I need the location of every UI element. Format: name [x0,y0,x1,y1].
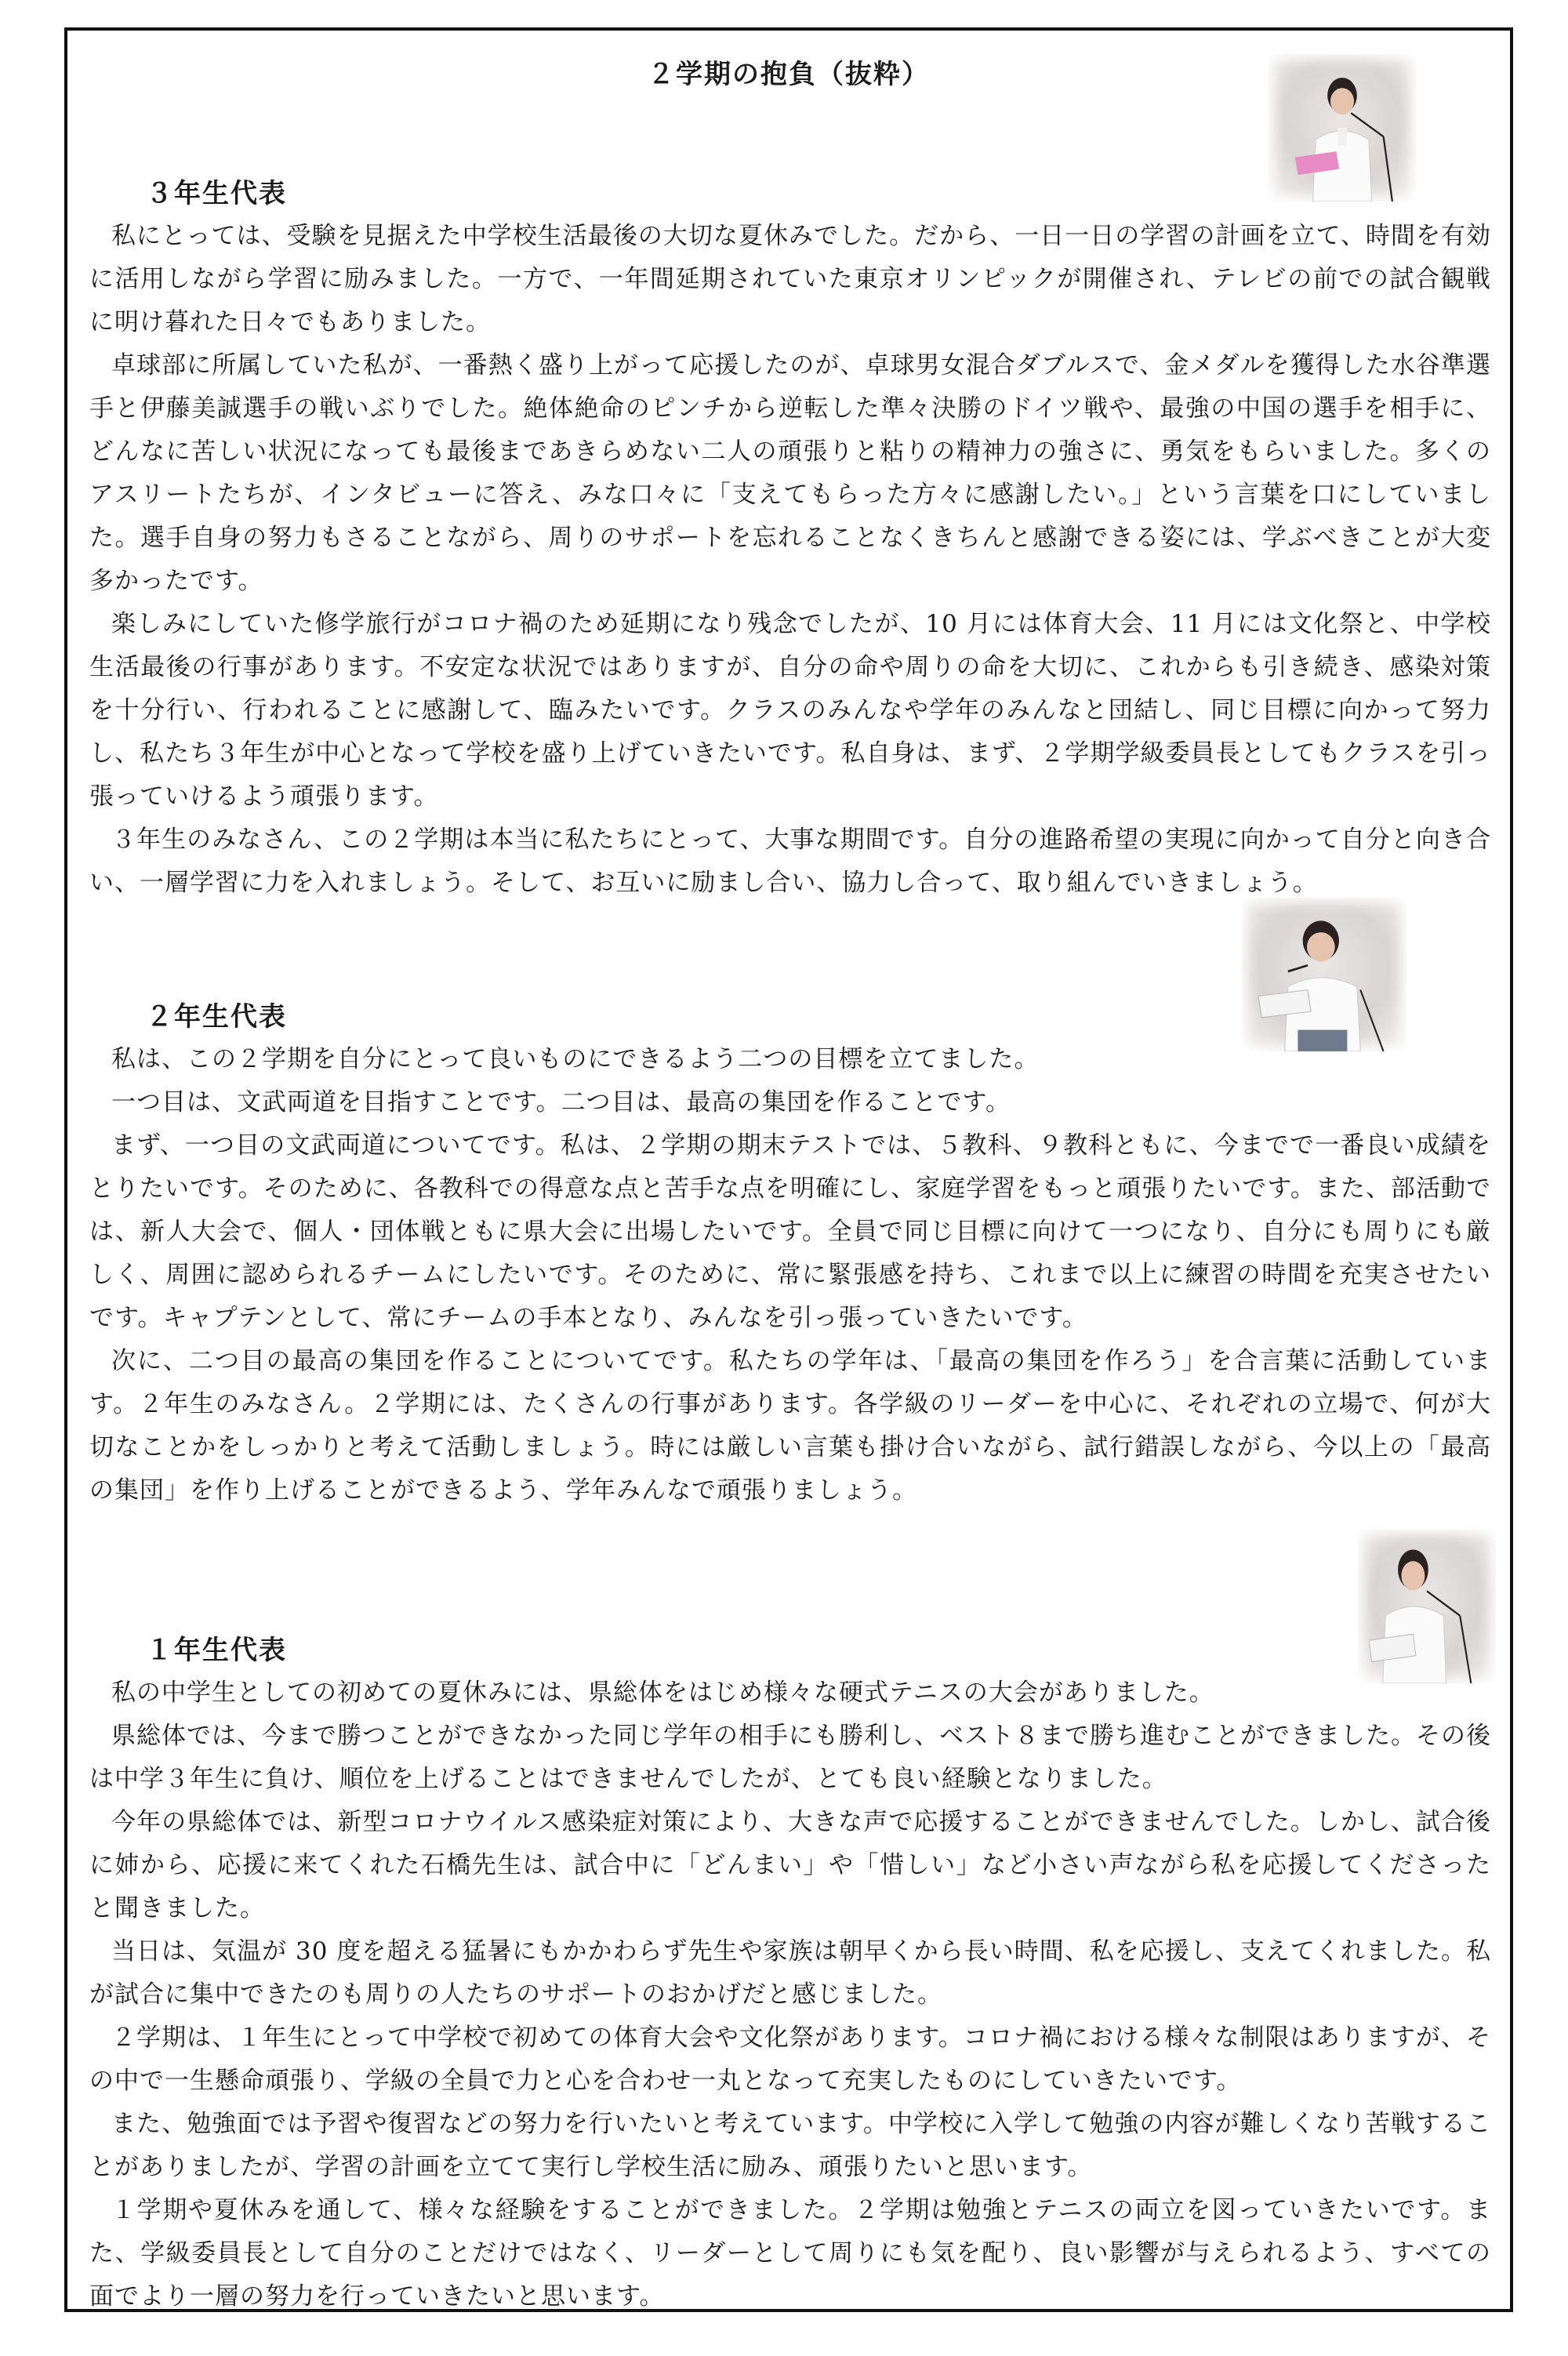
paragraph: 卓球部に所属していた私が、一番熱く盛り上がって応援したのが、卓球男女混合ダブルスで、金メダルを獲得した水谷準選手と伊藤美誠選手の戦いぶりでした。絶体絶命のピンチから逆転した準々決勝のドイツ戦や、最強の中国の選手を相手に、どんなに苦しい状況になっても最後まであきらめない二人の頑張りと粘りの精神力の強さに、勇気をもらいました。多くのアスリートたちが、インタビューに答え、みな口々に「支えてもらった方々に感謝したい。」という言葉を口にしていました。選手自身の努力もさることながら、周りのサポートを忘れることなくきちんと感謝できる姿には、学ぶべきことが大変多かったです。 [89,351,1491,595]
paragraph: 楽しみにしていた修学旅行がコロナ禍のため延期になり残念でしたが、10 月には体育大会、11 月には文化祭と、中学校生活最後の行事があります。不安定な状況ではありますが、自分の命や周りの命を大切に、これからも引き続き、感染対策を十分行い、行われることに感謝して、臨みたいです。クラスのみんなや学年のみんなと団結し、同じ目標に向かって努力し、私たち３年生が中心となって学校を盛り上げていきたいです。私自身は、まず、２学期学級委員長としてもクラスを引っ張っていけるよう頑張ります。 [89,610,1491,811]
paragraph: 次に、二つ目の最高の集団を作ることについてです。私たちの学年は、「最高の集団を作ろう」を合言葉に活動しています。２年生のみなさん。２学期には、たくさんの行事があります。各学級のリーダーを中心に、それぞれの立場で、何が大切なことかをしっかりと考えて活動しましょう。時には厳しい言葉も掛け合いながら、試行錯誤しながら、今以上の「最高の集団」を作り上げることができるよう、学年みんなで頑張りましょう。 [89,1347,1491,1505]
document-frame [64,27,1513,2312]
section-heading: ２年生代表 [146,1001,287,1033]
paragraph: 県総体では、今まで勝つことができなかった同じ学年の相手にも勝利し、ベスト８まで勝ち進むことができました。その後は中学３年生に負け、順位を上げることはできませんでしたが、とても良い経験となりました。 [89,1722,1491,1793]
section-3rd-year [89,172,1491,905]
paragraph: １学期や夏休みを通して、様々な経験をすることができました。２学期は勉強とテニスの両立を図っていきたいです。また、学級委員長として自分のことだけではなく、リーダーとして周りにも気を配り、良い影響が与えられるよう、すべての面でより一層の努力を行っていきたいと思います。 [89,2196,1491,2311]
paragraph: ２学期は、１年生にとって中学校で初めての体育大会や文化祭があります。コロナ禍における様々な制限はありますが、その中で一生懸命頑張り、学級の全員で力と心を合わせ一丸となって充実したものにしていきたいです。 [89,2024,1491,2095]
paragraph: まず、一つ目の文武両道についてです。私は、２学期の期末テストでは、５教科、９教科ともに、今までで一番良い成績をとりたいです。そのために、各教科での得意な点と苦手な点を明確にし、家庭学習をもっと頑張りたいです。また、部活動では、新人大会で、個人・団体戦ともに県大会に出場したいです。全員で同じ目標に向けて一つになり、自分にも周りにも厳しく、周囲に認められるチームにしたいです。そのために、常に緊張感を持ち、これまで以上に練習の時間を充実させたいです。キャプテンとして、常にチームの手本となり、みんなを引っ張っていきたいです。 [89,1131,1491,1332]
paragraph: 今年の県総体では、新型コロナウイルス感染症対策により、大きな声で応援することができませんでした。しかし、試合後に姉から、応援に来てくれた石橋先生は、試合中に「どんまい」や「惜しい」など小さい声ながら私を応援してくださったと聞きました。 [89,1808,1491,1922]
paragraph: 私は、この２学期を自分にとって良いものにできるよう二つの目標を立てました。 [111,1045,1040,1073]
section-2nd-year [89,995,1491,1512]
paragraph: 当日は、気温が 30 度を超える猛暑にもかかわらず先生や家族は朝早くから長い時間、私を応援し、支えてくれました。私が試合に集中できたのも周りの人たちのサポートのおかげだと感じました。 [89,1937,1491,2009]
section-1st-year [89,1628,1491,2318]
section-heading: ３年生代表 [146,178,287,209]
paragraph: ３年生のみなさん、この２学期は本当に私たちにとって、大事な期間です。自分の進路希望の実現に向かって自分と向き合い、一層学習に力を入れましょう。そして、お互いに励まし合い、協力し合って、取り組んでいきましょう。 [89,826,1491,897]
paragraph: また、勉強面では予習や復習などの努力を行いたいと考えています。中学校に入学して勉強の内容が難しくなり苦戦することがありましたが、学習の計画を立てて実行し学校生活に励み、頑張りたいと思います。 [89,2110,1491,2181]
paragraph: 一つ目は、文武両道を目指すことです。二つ目は、最高の集団を作ることです。 [111,1088,1011,1116]
section-heading: １年生代表 [146,1635,287,1666]
page-title: ２学期の抱負（抜粋） [648,59,930,90]
paragraph: 私にとっては、受験を見据えた中学校生活最後の大切な夏休みでした。だから、一日一日の学習の計画を立て、時間を有効に活用しながら学習に励みました。一方で、一年間延期されていた東京オリンピックが開催され、テレビの前での試合観戦に明け暮れた日々でもありました。 [89,222,1491,336]
paragraph: 私の中学生としての初めての夏休みには、県総体をはじめ様々な硬式テニスの大会がありました。 [111,1679,1214,1707]
